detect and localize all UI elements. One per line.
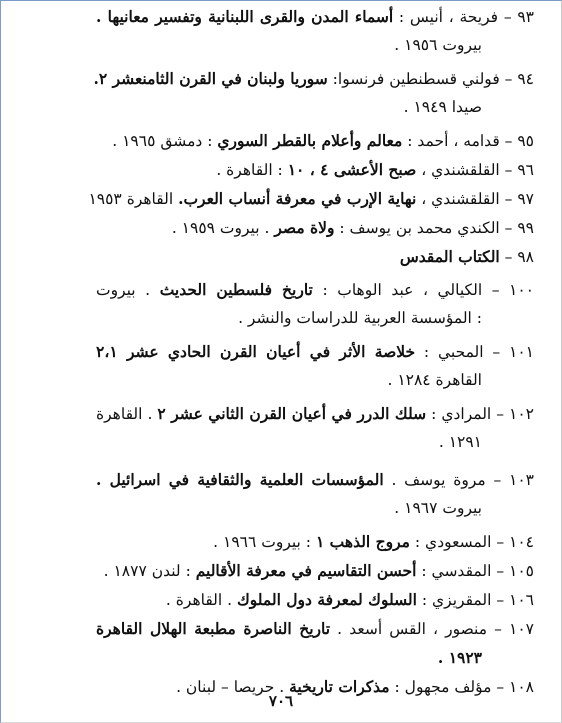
entry-line-continued: [96, 366, 534, 395]
entry-number: ١٠٢: [509, 405, 534, 423]
entry-line: [96, 465, 534, 494]
entry-number: ١٠٣: [509, 471, 534, 489]
bibliography-entry-100: [96, 275, 534, 333]
entry-number: ١٠٠: [509, 281, 535, 299]
entry-publication: القاهرة ١٢٨٤ .: [387, 371, 482, 389]
entry-line-continued: [96, 428, 534, 457]
entry-title: المؤسسات العلمية والثقافية في اسرائيل .: [96, 470, 384, 489]
entry-author: – القلقشندي ،: [416, 161, 518, 179]
entry-publication: : المؤسسة العربية للدراسات والنشر .: [238, 309, 482, 327]
entry-title: مروج الذهب ١: [315, 532, 410, 551]
entry-line: [96, 527, 534, 556]
entry-publication: . بيروت: [96, 281, 160, 299]
entry-line-continued: [96, 31, 534, 60]
entry-number: ٩٦: [517, 161, 534, 179]
entry-number: ٩٤: [517, 70, 534, 88]
entry-publication: . بيروت ١٩٥٩ .: [171, 219, 275, 237]
entry-author: – المسعودي :: [409, 533, 510, 551]
entry-title: سوريا ولبنان في القرن الثامنعشر ٢.: [93, 69, 328, 88]
bibliography-entry-95: [96, 126, 534, 155]
entry-publication: صيدا ١٩٤٩ .: [403, 98, 482, 116]
entry-author: – فريحة ، أنيس :: [393, 8, 518, 26]
entry-title: صبح الأعشى ٤ ، ١٠: [287, 160, 417, 179]
entry-number: ١٠٤: [509, 533, 534, 551]
entry-publication: : القاهرة .: [216, 161, 288, 179]
entry-number: ٩٩: [517, 219, 534, 237]
entry-line-continued: [96, 93, 534, 122]
entry-publication: القاهرة ١٩٥٣: [88, 190, 179, 208]
entry-number: ٩٣: [517, 8, 534, 26]
entry-author: – المقدسي :: [416, 562, 510, 580]
bibliography-entry-105: [96, 556, 534, 585]
entry-title: الكتاب المقدس: [399, 247, 500, 266]
entry-line: [96, 337, 534, 366]
entry-line-continued: [96, 304, 534, 333]
bibliography-entry-101: [96, 337, 534, 395]
entry-line: [96, 213, 534, 242]
entry-line-continued: [96, 643, 534, 672]
entry-publication: بيروت ١٩٥٦ .: [394, 36, 482, 54]
bibliography-entry-97: [88, 184, 534, 213]
entry-title: معالم وأعلام بالقطر السوري: [217, 131, 403, 150]
entry-line: [96, 2, 534, 31]
entry-title: مذكرات تاريخية: [289, 677, 390, 696]
entry-author: – قدامه ، أحمد :: [402, 132, 518, 150]
bibliography-entry-96: [96, 155, 534, 184]
entry-line: [96, 155, 534, 184]
entry-title: تاريخ فلسطين الحديث: [159, 280, 313, 299]
entry-line: [93, 64, 534, 93]
entry-publication: : لندن ١٨٧٧ .: [103, 562, 196, 580]
entry-title: ولاة مصر: [274, 218, 335, 237]
entry-title: نهاية الإرب في معرفة أنساب العرب.: [178, 189, 417, 208]
entry-title: سلك الدرر في أعيان القرن الثاني عشر ٢: [157, 404, 427, 423]
entry-author: – المحبي :: [415, 343, 510, 361]
bibliography-entry-99: [96, 213, 534, 242]
entry-number: ١٠٥: [509, 562, 534, 580]
entry-line: [96, 242, 534, 271]
entry-line: [96, 275, 534, 304]
entry-line: [96, 556, 534, 585]
entry-author: – المرادي :: [426, 405, 510, 423]
entry-author: – فولني قسطنطين فرنسوا:: [327, 70, 518, 88]
entry-publication: . حريصا – لبنان .: [176, 678, 290, 696]
entry-number: ٩٧: [517, 190, 534, 208]
entry-author: – القلقشندي ،: [416, 190, 518, 208]
bibliography-entry-94: [93, 64, 534, 122]
entry-line-continued: [96, 494, 534, 523]
entry-author: – الكيالي ، عبد الوهاب :: [312, 281, 510, 299]
entry-number: ١٠٧: [509, 620, 534, 638]
entry-publication: بيروت ١٩٦٧ .: [394, 499, 482, 517]
bibliography-page: [88, 2, 535, 701]
entry-author: – المقريزي :: [416, 591, 510, 609]
entry-publication: . القاهرة: [96, 405, 158, 423]
page-number: ٧٠٦: [268, 692, 294, 710]
entry-line: [96, 399, 534, 428]
entry-publication: : بيروت ١٩٦٦ .: [213, 533, 316, 551]
entry-publication: ١٩٢٣ .: [437, 648, 482, 667]
bibliography-entry-102: [96, 399, 534, 457]
entry-title: أسماء المدن والقرى اللبنانية وتفسير معانيها .: [96, 7, 394, 26]
entry-line: [96, 126, 534, 155]
bibliography-entry-106: [96, 585, 534, 614]
entry-publication: ١٢٩١ .: [438, 433, 482, 451]
bibliography-entry-104: [96, 527, 534, 556]
entry-number: ١٠٦: [509, 591, 534, 609]
entry-title: السلوك لمعرفة دول الملوك: [237, 590, 417, 609]
bibliography-entry-103: [96, 465, 534, 523]
bibliography-entry-93: [96, 2, 534, 60]
entry-author: –: [499, 248, 518, 266]
entry-number: ١٠٨: [509, 678, 534, 696]
entry-number: ١٠١: [509, 343, 534, 361]
entry-author: – الكندي محمد بن يوسف :: [334, 219, 518, 237]
entry-author: – مؤلف مجهول :: [389, 678, 510, 696]
entry-line: [96, 585, 534, 614]
entry-publication: : دمشق ١٩٦٥ .: [112, 132, 218, 150]
bibliography-entry-107: [96, 614, 534, 672]
entry-number: ٩٨: [517, 248, 534, 266]
entry-number: ٩٥: [517, 132, 534, 150]
entry-title: خلاصة الأثر في أعيان القرن الحادي عشر ٢،١: [96, 342, 416, 361]
entry-title: أحسن التقاسيم في معرفة الأقاليم: [195, 561, 417, 580]
entry-publication: . القاهرة .: [165, 591, 237, 609]
bibliography-entry-98: [96, 242, 534, 271]
entry-line: [88, 184, 534, 213]
entry-author: – مروة يوسف .: [383, 471, 510, 489]
entry-author: – منصور ، القس أسعد .: [330, 620, 510, 638]
entry-title: تاريخ الناصرة مطبعة الهلال القاهرة: [96, 619, 331, 638]
entry-line: [96, 614, 534, 643]
